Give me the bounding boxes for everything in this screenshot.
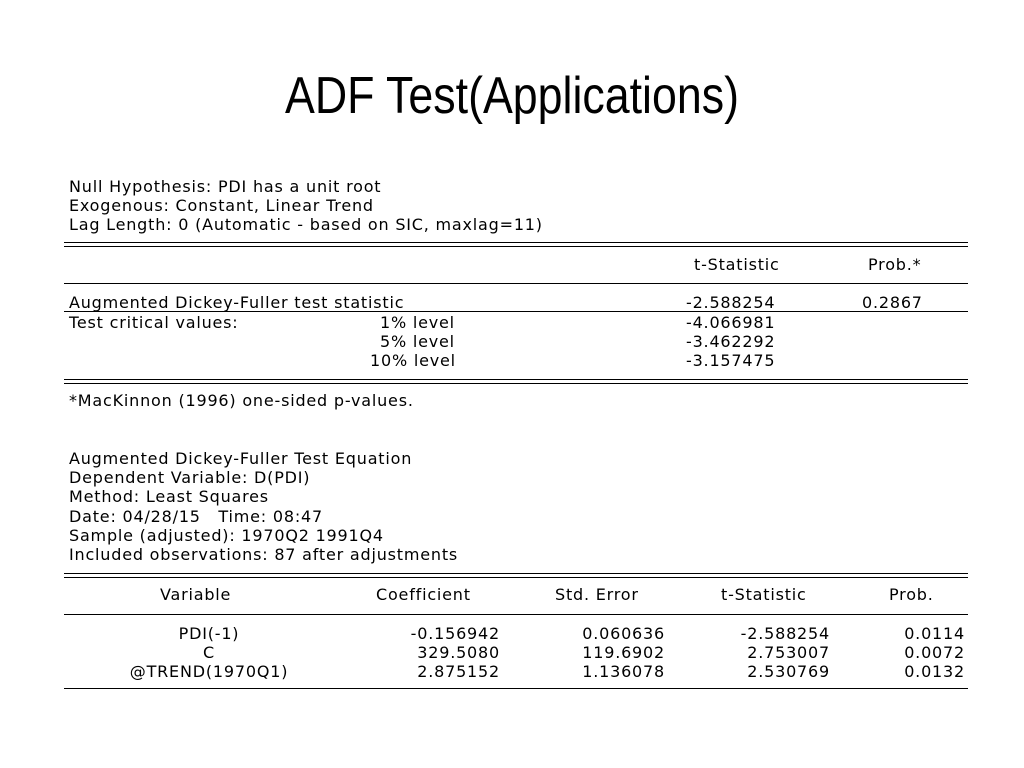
lag-length-line: Lag Length: 0 (Automatic - based on SIC, maxlag=11) (69, 215, 543, 234)
reg-header-tstat: t-Statistic (721, 585, 807, 604)
critical-value-5: -3.462292 (686, 332, 776, 351)
reg-row-2-tstat: 2.753007 (747, 643, 830, 662)
critical-level-10: 10% level (370, 351, 456, 370)
reg-row-2-variable: C (203, 643, 215, 662)
reg-row-1-coef: -0.156942 (410, 624, 500, 643)
reg-header-prob: Prob. (889, 585, 934, 604)
reg-header-variable: Variable (160, 585, 232, 604)
sample-line: Sample (adjusted): 1970Q2 1991Q4 (69, 526, 384, 545)
reg-row-3-tstat: 2.530769 (747, 662, 830, 681)
mackinnon-footnote: *MacKinnon (1996) one-sided p-values. (69, 391, 414, 410)
equation-title: Augmented Dickey-Fuller Test Equation (69, 449, 413, 468)
slide-title: ADF Test(Applications) (285, 67, 739, 125)
critical-value-10: -3.157475 (686, 351, 776, 370)
exogenous-line: Exogenous: Constant, Linear Trend (69, 196, 374, 215)
adf-bottom-rule (64, 379, 968, 384)
reg-row-3-stderr: 1.136078 (582, 662, 665, 681)
observations-line: Included observations: 87 after adjustments (69, 545, 459, 564)
reg-row-1-tstat: -2.588254 (740, 624, 830, 643)
reg-row-1-prob: 0.0114 (904, 624, 965, 643)
adf-header-rule (64, 283, 968, 284)
adf-col-header-prob: Prob.* (868, 255, 922, 274)
regression-header-rule (64, 614, 968, 615)
reg-row-3-coef: 2.875152 (417, 662, 500, 681)
reg-row-1-variable: PDI(-1) (178, 624, 240, 643)
regression-bottom-rule (64, 688, 968, 689)
critical-values-label: Test critical values: (69, 313, 239, 332)
reg-row-2-stderr: 119.6902 (582, 643, 665, 662)
adf-row-tstat: -2.588254 (686, 293, 776, 312)
adf-col-header-tstat: t-Statistic (694, 255, 780, 274)
reg-row-3-prob: 0.0132 (904, 662, 965, 681)
adf-row-label: Augmented Dickey-Fuller test statistic (69, 293, 405, 312)
reg-header-coefficient: Coefficient (376, 585, 471, 604)
critical-value-1: -4.066981 (686, 313, 776, 332)
reg-header-stderr: Std. Error (555, 585, 639, 604)
adf-row-prob: 0.2867 (862, 293, 923, 312)
date-time-line: Date: 04/28/15 Time: 08:47 (69, 507, 323, 526)
reg-row-2-prob: 0.0072 (904, 643, 965, 662)
regression-top-rule (64, 573, 968, 578)
critical-level-5: 5% level (380, 332, 455, 351)
method-line: Method: Least Squares (69, 487, 269, 506)
adf-row-rule (64, 311, 968, 312)
reg-row-1-stderr: 0.060636 (582, 624, 665, 643)
critical-level-1: 1% level (380, 313, 455, 332)
dependent-variable: Dependent Variable: D(PDI) (69, 468, 311, 487)
table-top-rule (64, 242, 968, 247)
null-hypothesis-line: Null Hypothesis: PDI has a unit root (69, 177, 382, 196)
reg-row-2-coef: 329.5080 (417, 643, 500, 662)
reg-row-3-variable: @TREND(1970Q1) (129, 662, 289, 681)
